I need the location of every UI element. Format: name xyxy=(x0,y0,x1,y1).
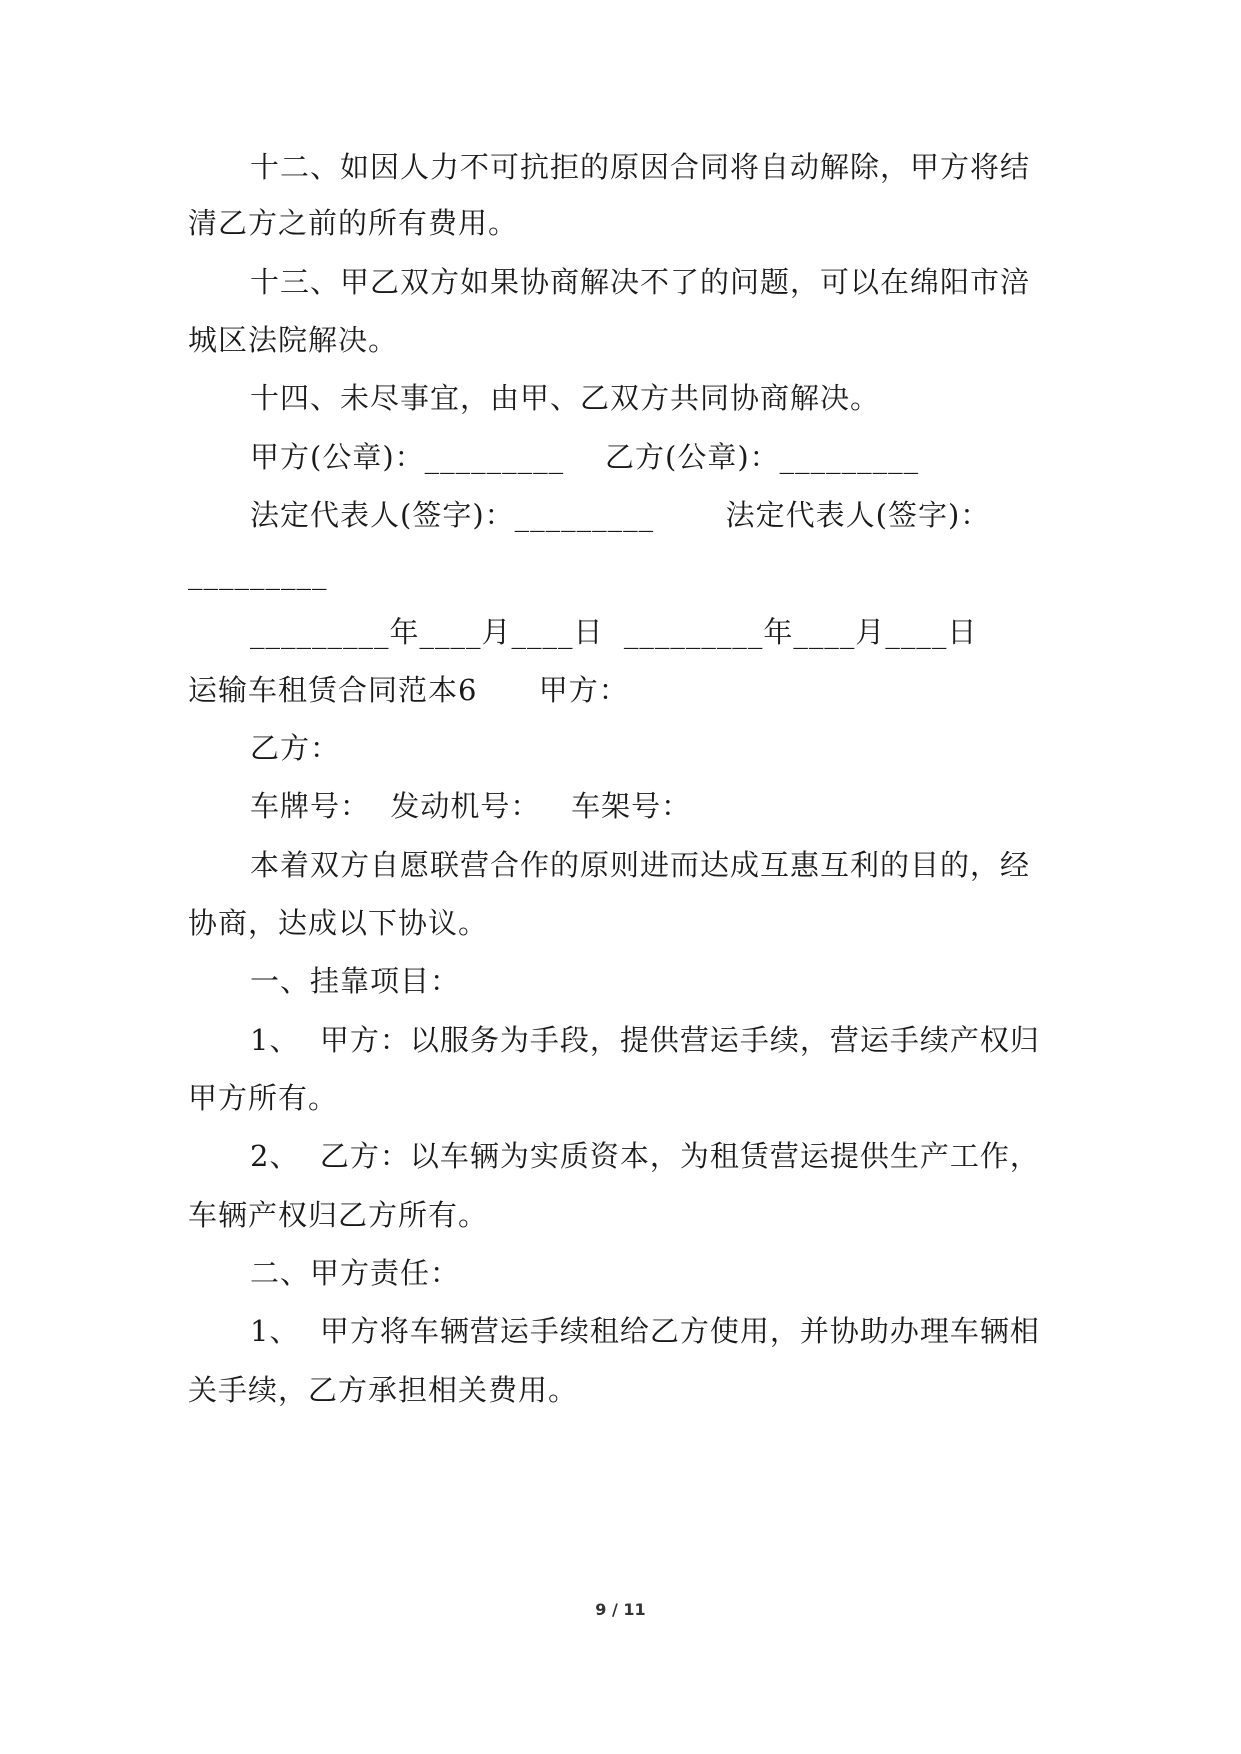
preamble-line-1: 本着双方自愿联营合作的原则进而达成互惠互利的目的，经 xyxy=(250,848,1031,882)
section-2-item-1-line-2: 关手续，乙方承担相关费用。 xyxy=(188,1373,579,1407)
clause-12-line-1: 十二、如因人力不可抗拒的原因合同将自动解除，甲方将结 xyxy=(250,150,1031,184)
seal-line: 甲方(公章)：_________ 乙方(公章)：_________ xyxy=(250,440,920,474)
page-number: 9 / 11 xyxy=(595,1600,646,1619)
signature-line: 法定代表人(签字)：_________ 法定代表人(签字)： xyxy=(250,498,991,532)
vehicle-info-line: 车牌号： 发动机号： 车架号： xyxy=(250,789,692,823)
date-line: _________年____月____日 _________年____月____日 xyxy=(250,615,978,649)
clause-13-line-1: 十三、甲乙双方如果协商解决不了的问题，可以在绵阳市涪 xyxy=(250,265,1031,299)
section-1-heading: 一、挂靠项目： xyxy=(250,964,461,998)
section-1-item-2-line-2: 车辆产权归乙方所有。 xyxy=(188,1198,489,1232)
clause-13-line-2: 城区法院解决。 xyxy=(188,323,399,357)
clause-12-line-2: 清乙方之前的所有费用。 xyxy=(188,206,519,240)
section-2-heading: 二、甲方责任： xyxy=(250,1256,461,1290)
section-1-item-1-line-2: 甲方所有。 xyxy=(188,1081,339,1115)
section-1-item-2-line-1: 2、 乙方：以车辆为实质资本，为租赁营运提供生产工作， xyxy=(250,1139,1040,1173)
contract-title-line: 运输车租赁合同范本6 甲方： xyxy=(188,673,629,707)
party-b-line: 乙方： xyxy=(250,731,341,765)
section-1-item-1-line-1: 1、 甲方：以服务为手段，提供营运手续，营运手续产权归 xyxy=(250,1023,1040,1057)
section-2-item-1-line-1: 1、 甲方将车辆营运手续租给乙方使用，并协助办理车辆相 xyxy=(250,1314,1040,1348)
signature-blank: _________ xyxy=(188,556,328,590)
clause-14: 十四、未尽事宜，由甲、乙双方共同协商解决。 xyxy=(250,381,881,415)
preamble-line-2: 协商，达成以下协议。 xyxy=(188,906,489,940)
